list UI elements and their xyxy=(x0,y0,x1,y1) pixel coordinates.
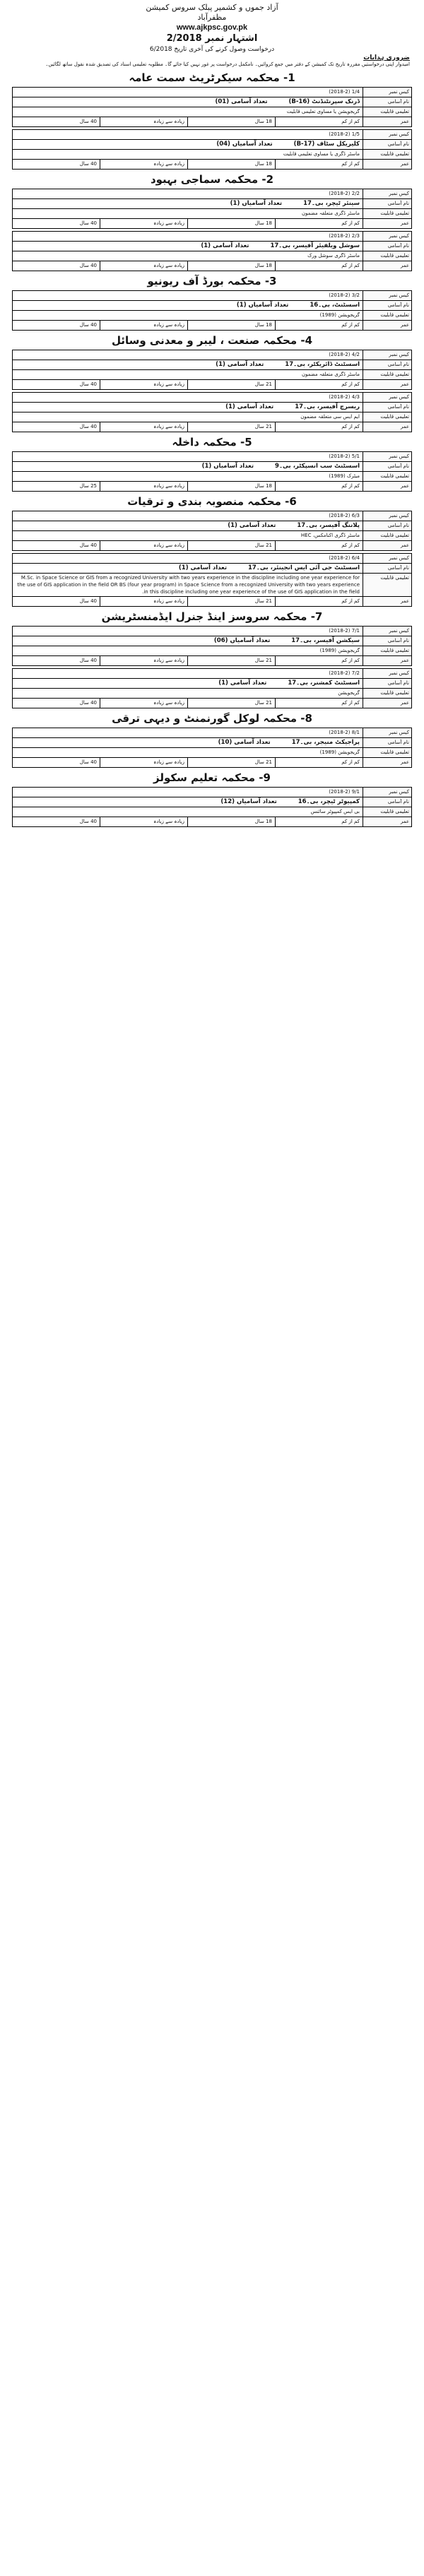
age-row xyxy=(13,758,411,767)
case-label: کیس نمبر xyxy=(363,554,411,563)
age-cells xyxy=(13,482,363,491)
post-count: تعداد آسامی (01) xyxy=(215,98,268,105)
qualification-row xyxy=(13,251,411,261)
deadline-line: درخواست وصول کرنے کی آخری تاریخ 6/2018 xyxy=(149,46,275,53)
age-row xyxy=(13,380,411,389)
post-block xyxy=(12,350,412,390)
qualification-label: تعلیمی قابلیت xyxy=(363,209,411,218)
post-block xyxy=(12,87,412,127)
post-label: نام آسامی xyxy=(363,521,411,530)
min-age-label: کم از کم xyxy=(275,541,363,550)
post-name: ڈرنک سپرنٹنڈنٹ (B-16) xyxy=(288,98,360,105)
case-number: 2/2 (2018-2) xyxy=(329,191,360,196)
post-block xyxy=(12,511,412,551)
post-label: نام آسامی xyxy=(363,462,411,471)
min-age-label: کم از کم xyxy=(275,482,363,491)
post-block xyxy=(12,392,412,432)
post-count: تعداد آسامیاں (1) xyxy=(201,463,254,470)
min-age: 21 سال xyxy=(187,541,275,550)
post-count: تعداد آسامیاں (12) xyxy=(220,798,277,805)
age-cells xyxy=(13,380,363,389)
age-cells xyxy=(13,422,363,432)
case-number: 2/3 (2018-2) xyxy=(329,233,360,239)
min-age-label: کم از کم xyxy=(275,817,363,826)
qualification-row xyxy=(13,748,411,758)
qualification-text: گریجویشن (1989) xyxy=(319,749,360,755)
case-row xyxy=(13,511,411,521)
post-label: نام آسامی xyxy=(363,797,411,807)
section-title: 7- محکمہ سروسز اینڈ جنرل ایڈمنسٹریشن xyxy=(101,610,323,623)
post-value xyxy=(13,564,363,573)
post-block xyxy=(12,787,412,827)
qualification-row xyxy=(13,531,411,541)
age-row xyxy=(13,699,411,708)
max-age-label: زیادہ سے زیادہ xyxy=(100,699,187,708)
post-count: تعداد آسامی (1) xyxy=(178,564,228,571)
case-label: کیس نمبر xyxy=(363,452,411,461)
post-value xyxy=(13,797,363,807)
min-age-label: کم از کم xyxy=(275,656,363,665)
min-age-label: کم از کم xyxy=(275,219,363,228)
min-age: 18 سال xyxy=(187,482,275,491)
case-label: کیس نمبر xyxy=(363,627,411,636)
case-label: کیس نمبر xyxy=(363,669,411,678)
section-title: 3- محکمہ بورڈ آف ریونیو xyxy=(147,275,277,287)
min-age: 18 سال xyxy=(187,321,275,330)
age-row xyxy=(13,321,411,330)
case-row xyxy=(13,350,411,360)
qualification-label: تعلیمی قابلیت xyxy=(363,748,411,757)
post-row xyxy=(13,301,411,311)
max-age: 40 سال xyxy=(79,700,97,706)
post-label: نام آسامی xyxy=(363,564,411,573)
age-label: عمر xyxy=(363,482,411,491)
age-label: عمر xyxy=(363,597,411,606)
qualification-text: گریجویشن (1989) xyxy=(319,312,360,318)
max-age-label: زیادہ سے زیادہ xyxy=(100,219,187,228)
post-name: اسسٹنٹ کمشنر، بی۔17 xyxy=(288,679,360,687)
max-age: 40 سال xyxy=(79,598,97,604)
qualification-text: گریجویشن (1989) xyxy=(319,648,360,653)
advertisement-title: اشتہار نمبر 2/2018 xyxy=(166,33,258,44)
min-age: 18 سال xyxy=(187,160,275,169)
max-age-label: زیادہ سے زیادہ xyxy=(100,117,187,126)
qualification-text: گریجویشن یا مساوی تعلیمی قابلیت xyxy=(286,109,360,114)
max-age: 25 سال xyxy=(79,483,97,489)
case-row xyxy=(13,669,411,679)
instructions-text: امیدوار اپنی درخواستیں مقررہ تاریخ تک کمیشن کے دفتر میں جمع کروائیں۔ نامکمل درخواست پر غور نہیں کیا جائے گا۔ مطلوبہ تعلیمی اسناد کی تصدیق شدہ نقول ساتھ لگائیں۔ xyxy=(45,61,410,67)
min-age: 21 سال xyxy=(187,597,275,606)
case-row xyxy=(13,393,411,403)
age-label: عمر xyxy=(363,817,411,826)
post-value xyxy=(13,242,363,251)
age-label: عمر xyxy=(363,261,411,271)
post-count: تعداد آسامی (1) xyxy=(228,522,276,529)
case-label: کیس نمبر xyxy=(363,232,411,241)
post-value xyxy=(13,738,363,747)
qualification-label: تعلیمی قابلیت xyxy=(363,472,411,481)
age-row xyxy=(13,817,411,826)
qualification-label: تعلیمی قابلیت xyxy=(363,531,411,540)
post-block xyxy=(12,626,412,666)
age-row xyxy=(13,656,411,665)
age-label: عمر xyxy=(363,656,411,665)
max-age-label: زیادہ سے زیادہ xyxy=(100,422,187,432)
max-age: 40 سال xyxy=(79,161,97,167)
post-name: اسسٹنٹ جی آئی ایس انجینئر، بی۔17 xyxy=(248,564,360,571)
qualification-label: تعلیمی قابلیت xyxy=(363,370,411,379)
section-title: 4- محکمہ صنعت ، لیبر و معدنی وسائل xyxy=(111,334,313,347)
post-row xyxy=(13,403,411,412)
post-row xyxy=(13,360,411,370)
max-age-label: زیادہ سے زیادہ xyxy=(100,817,187,826)
case-number: 5/1 (2018-2) xyxy=(329,453,360,459)
case-label: کیس نمبر xyxy=(363,511,411,521)
post-count: تعداد آسامیاں (1) xyxy=(236,302,289,309)
post-count: تعداد آسامی (1) xyxy=(218,679,267,687)
post-row xyxy=(13,564,411,574)
case-label: کیس نمبر xyxy=(363,728,411,737)
max-age-label: زیادہ سے زیادہ xyxy=(100,597,187,606)
case-number: 4/2 (2018-2) xyxy=(329,352,360,357)
post-count: تعداد آسامی (10) xyxy=(218,739,271,746)
age-row xyxy=(13,117,411,126)
post-value xyxy=(13,97,363,107)
age-cells xyxy=(13,219,363,228)
case-number: 1/5 (2018-2) xyxy=(329,131,360,137)
post-value xyxy=(13,403,363,412)
age-label: عمر xyxy=(363,541,411,550)
post-row xyxy=(13,636,411,646)
post-name: سیکشن آفیسر، بی۔17 xyxy=(291,637,360,644)
post-value xyxy=(13,301,363,310)
section-title: 8- محکمہ لوکل گورنمنٹ و دیہی ترقی xyxy=(112,712,312,725)
qualification-text: ماسٹر ڈگری متعلقہ مضمون xyxy=(301,210,360,216)
min-age: 18 سال xyxy=(187,117,275,126)
case-row xyxy=(13,130,411,140)
post-block xyxy=(12,553,412,607)
post-value xyxy=(13,199,363,208)
min-age: 21 سال xyxy=(187,699,275,708)
qualification-row xyxy=(13,574,411,597)
min-age: 21 سال xyxy=(187,758,275,767)
post-name: اسسٹنٹ، بی۔16 xyxy=(310,302,360,309)
post-row xyxy=(13,797,411,807)
post-row xyxy=(13,679,411,689)
age-label: عمر xyxy=(363,380,411,389)
age-label: عمر xyxy=(363,160,411,169)
qualification-row xyxy=(13,472,411,482)
qualification-label: تعلیمی قابلیت xyxy=(363,807,411,817)
case-row xyxy=(13,728,411,738)
qualification-label: تعلیمی قابلیت xyxy=(363,574,411,596)
qualification-text: بی ایس کمپیوٹر سائنس xyxy=(310,809,360,814)
case-row xyxy=(13,88,411,97)
qualification-label: تعلیمی قابلیت xyxy=(363,646,411,655)
post-name: اسسٹنٹ سب انسپکٹر، بی۔9 xyxy=(275,463,360,470)
age-label: عمر xyxy=(363,117,411,126)
max-age: 40 سال xyxy=(79,542,97,548)
post-label: نام آسامی xyxy=(363,636,411,646)
age-cells xyxy=(13,597,363,606)
qualification-label: تعلیمی قابلیت xyxy=(363,689,411,698)
min-age: 21 سال xyxy=(187,656,275,665)
post-label: نام آسامی xyxy=(363,242,411,251)
case-row xyxy=(13,189,411,199)
post-block xyxy=(12,231,412,271)
age-cells xyxy=(13,261,363,271)
case-number: 8/1 (2018-2) xyxy=(329,730,360,735)
case-row xyxy=(13,232,411,242)
post-value xyxy=(13,679,363,688)
post-block xyxy=(12,451,412,492)
qualification-label: تعلیمی قابلیت xyxy=(363,412,411,422)
post-count: تعداد آسامی (1) xyxy=(216,361,264,368)
min-age-label: کم از کم xyxy=(275,699,363,708)
age-row xyxy=(13,219,411,228)
qualification-row xyxy=(13,209,411,219)
qualification-text: M.Sc. in Space Science or GIS from a recognized University with two years experience in the discipline including one year experience for the use of GIS application in the field OR BS (four year program) in Space Science from a recognized University with two years experience in this discipline including one year experience of the use of GIS application in the field. xyxy=(17,575,360,595)
qualification-row xyxy=(13,689,411,699)
case-row xyxy=(13,554,411,564)
post-name: پراجیکٹ منیجر، بی۔17 xyxy=(291,739,360,746)
case-number: 7/2 (2018-2) xyxy=(329,670,360,676)
age-label: عمر xyxy=(363,758,411,767)
important-instructions xyxy=(0,54,424,68)
post-count: تعداد آسامیاں (1) xyxy=(230,200,283,207)
case-row xyxy=(13,627,411,636)
qualification-text: ماسٹر ڈگری یا مساوی تعلیمی قابلیت xyxy=(283,151,360,157)
section-title: 6- محکمہ منصوبہ بندی و ترقیات xyxy=(127,495,297,508)
qualification-row xyxy=(13,370,411,380)
min-age: 18 سال xyxy=(187,261,275,271)
max-age: 40 سال xyxy=(79,381,97,387)
post-name: پلاننگ آفیسر، بی۔17 xyxy=(297,522,360,529)
qualification-text: گریجویشن xyxy=(338,690,360,696)
case-number: 3/2 (2018-2) xyxy=(329,292,360,298)
age-row xyxy=(13,482,411,491)
min-age-label: کم از کم xyxy=(275,758,363,767)
age-row xyxy=(13,261,411,271)
commission-name: آزاد جموں و کشمیر پبلک سروس کمیشن xyxy=(146,3,278,12)
post-value xyxy=(13,140,363,149)
section-title: 1- محکمہ سیکرٹریٹ سمت عامہ xyxy=(129,71,295,84)
post-count: تعداد آسامیاں (06) xyxy=(213,637,271,644)
case-label: کیس نمبر xyxy=(363,88,411,97)
age-cells xyxy=(13,321,363,330)
post-row xyxy=(13,199,411,209)
qualification-label: تعلیمی قابلیت xyxy=(363,251,411,261)
section-title: 9- محکمہ تعلیم سکولز xyxy=(153,771,271,784)
website-url[interactable]: www.ajkpsc.gov.pk xyxy=(176,23,248,32)
post-count: تعداد آسامیاں (04) xyxy=(216,141,273,148)
post-name: اسسٹنٹ ڈائریکٹر، بی۔17 xyxy=(285,361,360,368)
post-value xyxy=(13,521,363,530)
case-row xyxy=(13,291,411,301)
post-label: نام آسامی xyxy=(363,738,411,747)
qualification-row xyxy=(13,150,411,160)
qualification-text: ایم ایس سی متعلقہ مضمون xyxy=(300,414,360,420)
qualification-row xyxy=(13,412,411,422)
min-age-label: کم از کم xyxy=(275,597,363,606)
max-age-label: زیادہ سے زیادہ xyxy=(100,758,187,767)
post-block xyxy=(12,189,412,229)
post-row xyxy=(13,242,411,251)
post-row xyxy=(13,521,411,531)
case-row xyxy=(13,788,411,797)
qualification-text: ماسٹر ڈگری سوشل ورک xyxy=(307,253,360,259)
age-label: عمر xyxy=(363,219,411,228)
max-age: 40 سال xyxy=(79,424,97,429)
max-age: 40 سال xyxy=(79,658,97,663)
age-cells xyxy=(13,541,363,550)
qualification-label: تعلیمی قابلیت xyxy=(363,107,411,117)
max-age: 40 سال xyxy=(79,119,97,124)
age-row xyxy=(13,597,411,606)
age-cells xyxy=(13,160,363,169)
case-label: کیس نمبر xyxy=(363,130,411,139)
post-block xyxy=(12,290,412,331)
post-row xyxy=(13,462,411,472)
post-value xyxy=(13,360,363,369)
post-block xyxy=(12,728,412,768)
age-row xyxy=(13,160,411,169)
post-name: ریسرچ آفیسر، بی۔17 xyxy=(295,403,360,410)
post-label: نام آسامی xyxy=(363,301,411,310)
section-title: 5- محکمہ داخلہ xyxy=(172,436,252,449)
qualification-text: ماسٹر ڈگری اکنامکس، HEC xyxy=(300,533,360,538)
sections-container xyxy=(0,71,424,827)
age-label: عمر xyxy=(363,699,411,708)
max-age-label: زیادہ سے زیادہ xyxy=(100,160,187,169)
min-age-label: کم از کم xyxy=(275,261,363,271)
case-label: کیس نمبر xyxy=(363,350,411,360)
max-age-label: زیادہ سے زیادہ xyxy=(100,656,187,665)
post-label: نام آسامی xyxy=(363,679,411,688)
case-label: کیس نمبر xyxy=(363,189,411,198)
min-age: 21 سال xyxy=(187,380,275,389)
qualification-text: میٹرک (1989) xyxy=(329,473,360,479)
header xyxy=(0,0,424,54)
qualification-row xyxy=(13,646,411,656)
post-block xyxy=(12,668,412,708)
post-label: نام آسامی xyxy=(363,360,411,369)
age-cells xyxy=(13,817,363,826)
qualification-label: تعلیمی قابلیت xyxy=(363,311,411,320)
post-name: کمپیوٹر ٹیچر، بی۔16 xyxy=(298,798,360,805)
max-age-label: زیادہ سے زیادہ xyxy=(100,380,187,389)
qualification-text: ماسٹر ڈگری متعلقہ مضمون xyxy=(301,372,360,377)
qualification-row xyxy=(13,311,411,321)
post-block xyxy=(12,129,412,170)
city-name: مظفرآباد xyxy=(197,13,227,22)
age-cells xyxy=(13,656,363,665)
min-age-label: کم از کم xyxy=(275,422,363,432)
qualification-row xyxy=(13,107,411,117)
section-title: 2- محکمہ سماجی بہبود xyxy=(150,173,274,186)
age-row xyxy=(13,422,411,432)
post-value xyxy=(13,462,363,471)
post-count: تعداد آسامی (1) xyxy=(225,403,274,410)
case-number: 1/4 (2018-2) xyxy=(329,89,360,95)
min-age-label: کم از کم xyxy=(275,380,363,389)
instructions-title: ضروری ہدایات xyxy=(363,54,410,61)
min-age-label: کم از کم xyxy=(275,117,363,126)
age-cells xyxy=(13,117,363,126)
max-age: 40 سال xyxy=(79,819,97,824)
max-age-label: زیادہ سے زیادہ xyxy=(100,321,187,330)
age-label: عمر xyxy=(363,321,411,330)
case-row xyxy=(13,452,411,462)
qualification-label: تعلیمی قابلیت xyxy=(363,150,411,159)
qualification-row xyxy=(13,807,411,817)
min-age-label: کم از کم xyxy=(275,160,363,169)
min-age-label: کم از کم xyxy=(275,321,363,330)
case-label: کیس نمبر xyxy=(363,393,411,402)
min-age: 18 سال xyxy=(187,817,275,826)
max-age-label: زیادہ سے زیادہ xyxy=(100,482,187,491)
post-label: نام آسامی xyxy=(363,97,411,107)
min-age: 18 سال xyxy=(187,219,275,228)
case-number: 9/1 (2018-2) xyxy=(329,789,360,795)
post-name: کلیریکل سٹاف (B-17) xyxy=(293,141,360,148)
case-number: 6/3 (2018-2) xyxy=(329,513,360,518)
max-age: 40 سال xyxy=(79,220,97,226)
max-age-label: زیادہ سے زیادہ xyxy=(100,261,187,271)
case-number: 7/1 (2018-2) xyxy=(329,628,360,634)
post-value xyxy=(13,636,363,646)
post-label: نام آسامی xyxy=(363,140,411,149)
max-age: 40 سال xyxy=(79,322,97,328)
post-label: نام آسامی xyxy=(363,199,411,208)
post-name: سوشل ویلفیئر آفیسر، بی۔17 xyxy=(270,242,360,249)
age-row xyxy=(13,541,411,550)
post-label: نام آسامی xyxy=(363,403,411,412)
post-row xyxy=(13,140,411,150)
post-row xyxy=(13,738,411,748)
post-name: سینئر ٹیچر، بی۔17 xyxy=(303,200,360,207)
case-label: کیس نمبر xyxy=(363,788,411,797)
case-label: کیس نمبر xyxy=(363,291,411,300)
post-count: تعداد آسامی (1) xyxy=(201,242,249,249)
max-age: 40 سال xyxy=(79,263,97,268)
min-age: 21 سال xyxy=(187,422,275,432)
max-age: 40 سال xyxy=(79,759,97,765)
age-label: عمر xyxy=(363,422,411,432)
case-number: 6/4 (2018-2) xyxy=(329,555,360,561)
age-cells xyxy=(13,758,363,767)
age-cells xyxy=(13,699,363,708)
post-row xyxy=(13,97,411,107)
max-age-label: زیادہ سے زیادہ xyxy=(100,541,187,550)
case-number: 4/3 (2018-2) xyxy=(329,394,360,400)
